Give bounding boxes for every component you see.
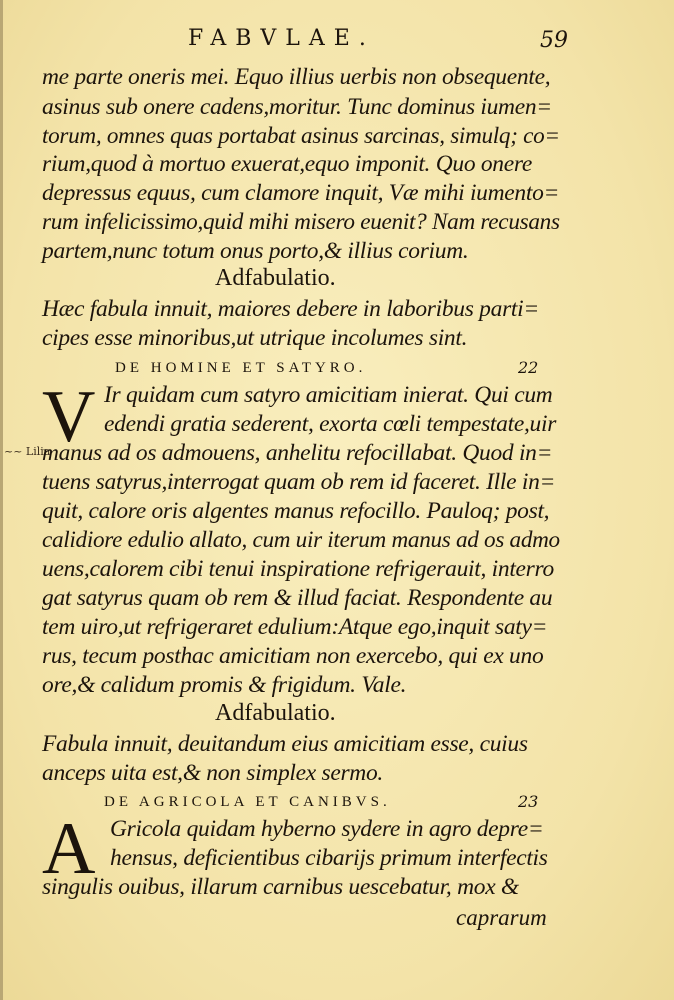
- text-line: Ir quidam cum satyro amicitiam inierat. Qui cum: [104, 382, 553, 408]
- text-line: torum, omnes quas portabat asinus sarcinas, simulq; co=: [42, 123, 560, 149]
- page-number: 59: [540, 28, 568, 53]
- moral-line: anceps uita est,& non simplex sermo.: [42, 760, 384, 786]
- text-line: rus, tecum posthac amicitiam non exercebo, qui ex uno: [42, 643, 544, 669]
- fable-number: 22: [518, 358, 539, 377]
- text-line: Gricola quidam hyberno sydere in agro depre=: [110, 816, 544, 842]
- moral-line: cipes esse minoribus,ut utrique incolumes sint.: [42, 325, 468, 351]
- text-line: me parte oneris mei. Equo illius uerbis non obsequente,: [42, 64, 551, 90]
- text-line: depressus equus, cum clamore inquit, Væ mihi iumento=: [42, 180, 560, 206]
- text-line: ore,& calidum promis & frigidum. Vale.: [42, 672, 407, 698]
- text-line: rum infelicissimo,quid mihi misero euenit? Nam recusans: [42, 209, 560, 235]
- fable-number: 23: [518, 792, 539, 811]
- text-line: partem,nunc totum onus porto,& illius corium.: [42, 238, 469, 264]
- text-line: gat satyrus quam ob rem & illud faciat. Respondente au: [42, 585, 553, 611]
- adfabulatio-heading: Adfabulatio.: [215, 700, 336, 726]
- drop-cap: A: [42, 808, 96, 890]
- moral-line: Fabula innuit, deuitandum eius amicitiam esse, cuius: [42, 731, 528, 757]
- moral-line: Hæc fabula innuit, maiores debere in laboribus parti=: [42, 296, 539, 322]
- text-line: singulis ouibus, illarum carnibus uescebatur, mox &: [42, 874, 519, 900]
- text-line: quit, calore oris algentes manus refocillo. Pauloq; post,: [42, 498, 550, 524]
- text-line: edendi gratia sederent, exorta cœli tempestate,uir: [104, 411, 557, 437]
- fable-title: DE AGRICOLA ET CANIBVS.: [104, 794, 391, 810]
- text-line: uens,calorem cibi tenui inspiratione refrigerauit, interro: [42, 556, 554, 582]
- fable-title: DE HOMINE ET SATYRO.: [115, 360, 367, 376]
- text-line: tem uiro,ut refrigeraret edulium:Atque ego,inquit saty=: [42, 614, 548, 640]
- drop-cap: V: [42, 376, 96, 458]
- text-line: calidiore edulio allato, cum uir iterum manus ad os admo: [42, 527, 560, 553]
- page-edge: [0, 0, 3, 1000]
- running-title: FABVLAE.: [188, 26, 375, 51]
- margin-note: ~~ Lilia: [4, 445, 51, 458]
- text-line: hensus, deficientibus cibarijs primum interfectis: [110, 845, 548, 871]
- text-line: rium,quod à mortuo exuerat,equo imponit. Quo onere: [42, 151, 532, 177]
- text-line: manus ad os admouens, anhelitu refocillabat. Quod in=: [42, 440, 553, 466]
- adfabulatio-heading: Adfabulatio.: [215, 265, 336, 291]
- text-line: asinus sub onere cadens,moritur. Tunc dominus iumen=: [42, 94, 552, 120]
- catchword: caprarum: [456, 905, 547, 930]
- text-line: tuens satyrus,interrogat quam ob rem id faceret. Ille in=: [42, 469, 556, 495]
